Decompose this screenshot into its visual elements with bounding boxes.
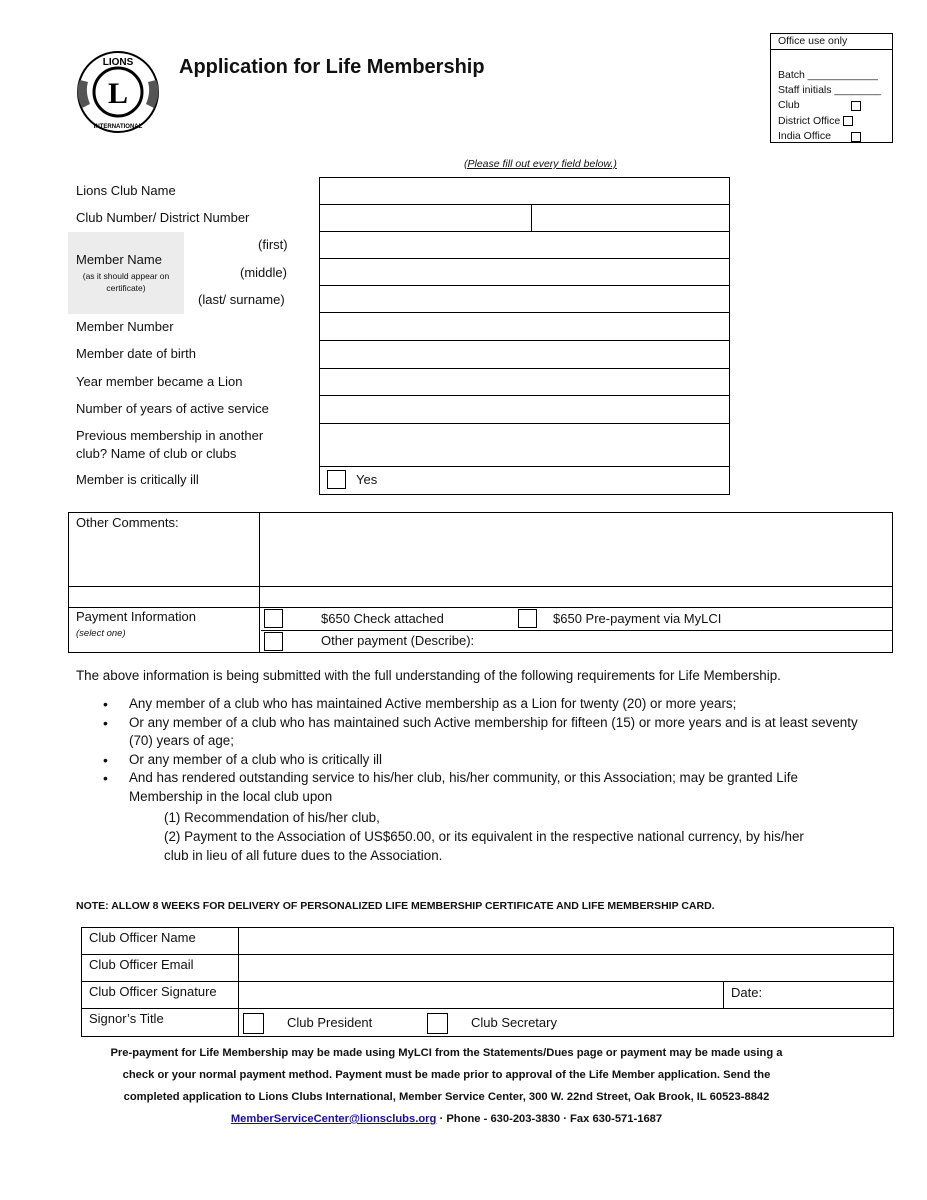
comments-label: Other Comments: bbox=[76, 515, 179, 530]
dob-field[interactable] bbox=[319, 340, 730, 369]
club-president-label: Club President bbox=[287, 1015, 373, 1030]
district-number-field[interactable] bbox=[531, 204, 730, 232]
staff-initials-field[interactable]: Staff initials ________ bbox=[778, 84, 882, 96]
years-active-label: Number of years of active service bbox=[76, 401, 269, 416]
office-india-checkbox[interactable] bbox=[851, 132, 861, 142]
signor-title-label: Signor’s Title bbox=[89, 1011, 164, 1026]
office-district-label: District Office bbox=[778, 115, 841, 127]
requirements-list bbox=[101, 695, 861, 806]
footer-line-3: completed application to Lions Clubs International, Member Service Center, 300 W. 22nd Street, Oak Brook, IL 60523-8842 bbox=[123, 1091, 770, 1103]
officer-signature-label: Club Officer Signature bbox=[89, 984, 217, 999]
officer-email-label: Club Officer Email bbox=[89, 957, 194, 972]
requirement-sub-2-line-1: (2) Payment to the Association of US$650.00, or its equivalent in the respective national currency, by his/her bbox=[164, 829, 804, 844]
last-name-field[interactable] bbox=[319, 285, 730, 313]
club-secretary-label: Club Secretary bbox=[471, 1015, 557, 1030]
requirement-sub-2-line-2: club in lieu of all future dues to the Association. bbox=[164, 848, 443, 863]
office-use-box bbox=[770, 33, 893, 143]
year-lion-label: Year member became a Lion bbox=[76, 374, 243, 389]
member-service-email-link[interactable]: MemberServiceCenter@lionsclubs.org bbox=[230, 1113, 437, 1125]
member-name-note: (as it should appear on certificate) bbox=[82, 271, 170, 293]
mylci-payment-checkbox[interactable] bbox=[518, 609, 537, 628]
last-name-label: (last/ surname) bbox=[198, 292, 285, 307]
middle-name-label: (middle) bbox=[240, 265, 287, 280]
years-active-field[interactable] bbox=[319, 395, 730, 424]
club-secretary-checkbox[interactable] bbox=[427, 1013, 448, 1034]
other-payment-checkbox[interactable] bbox=[264, 632, 283, 651]
critically-ill-yes-label: Yes bbox=[356, 472, 378, 487]
check-payment-label: $650 Check attached bbox=[321, 611, 444, 626]
comments-divider bbox=[259, 512, 260, 653]
previous-membership-label-2: club? Name of club or clubs bbox=[76, 446, 237, 461]
footer-contact-row bbox=[0, 1113, 893, 1125]
office-club-label: Club bbox=[778, 99, 800, 111]
member-number-label: Member Number bbox=[76, 319, 174, 334]
officer-line-2 bbox=[81, 981, 894, 982]
logo-center-letter: L bbox=[107, 77, 129, 110]
officer-line-1 bbox=[81, 954, 894, 955]
office-club-row bbox=[778, 99, 860, 111]
payment-note: (select one) bbox=[76, 628, 126, 639]
requirement-sub-1: (1) Recommendation of his/her club, bbox=[164, 810, 380, 825]
footer-line-1: Pre-payment for Life Membership may be made using MyLCI from the Statements/Dues page or payment may be made using a bbox=[110, 1047, 783, 1059]
critically-ill-checkbox[interactable] bbox=[327, 470, 346, 489]
first-name-field[interactable] bbox=[319, 231, 730, 259]
check-payment-checkbox[interactable] bbox=[264, 609, 283, 628]
officer-email-field[interactable] bbox=[240, 956, 892, 980]
officer-signature-field[interactable] bbox=[240, 983, 722, 1007]
officer-name-field[interactable] bbox=[240, 929, 892, 953]
comments-spacer-line bbox=[68, 607, 893, 608]
requirements-intro: The above information is being submitted with the full understanding of the following requirements for Life Membership. bbox=[76, 668, 781, 683]
office-india-label: India Office bbox=[778, 130, 831, 142]
date-label: Date: bbox=[731, 985, 763, 1000]
officer-name-label: Club Officer Name bbox=[89, 930, 196, 945]
club-number-label: Club Number/ District Number bbox=[76, 210, 250, 225]
office-district-checkbox[interactable] bbox=[843, 116, 853, 126]
club-president-checkbox[interactable] bbox=[243, 1013, 264, 1034]
footer-contact-phone-fax: · Phone - 630-203-3830 · Fax 630-571-1687 bbox=[436, 1113, 663, 1125]
logo-top-text: LIONS bbox=[102, 57, 134, 68]
first-name-label: (first) bbox=[258, 237, 288, 252]
logo-bottom-text: INTERNATIONAL bbox=[93, 124, 143, 130]
payment-label: Payment Information bbox=[76, 609, 196, 624]
year-lion-field[interactable] bbox=[319, 368, 730, 396]
lions-logo bbox=[72, 50, 164, 134]
dob-label: Member date of birth bbox=[76, 346, 196, 361]
office-district-row bbox=[778, 115, 853, 127]
payment-mid-line bbox=[261, 630, 893, 631]
club-number-field[interactable] bbox=[319, 204, 532, 232]
requirement-item: • Or any member of a club who is critically ill bbox=[101, 751, 861, 770]
fill-instruction: (Please fill out every field below.) bbox=[464, 158, 617, 170]
delivery-note: NOTE: ALLOW 8 WEEKS FOR DELIVERY OF PERSONALIZED LIFE MEMBERSHIP CERTIFICATE AND LIFE MEMBERSHIP CARD. bbox=[76, 900, 715, 912]
date-divider bbox=[723, 981, 724, 1009]
officer-line-3 bbox=[81, 1008, 894, 1009]
footer-line-2: check or your normal payment method. Payment must be made prior to approval of the Life Member application. Send the bbox=[122, 1069, 771, 1081]
comments-field[interactable] bbox=[261, 514, 891, 586]
page-title: Application for Life Membership bbox=[179, 56, 485, 78]
office-india-row bbox=[778, 130, 860, 142]
requirement-item: • Or any member of a club who has maintained such Active membership for fifteen (15) or more years and is at least seventy (70) years of age; bbox=[101, 714, 861, 751]
other-payment-label: Other payment (Describe): bbox=[321, 633, 475, 648]
middle-name-field[interactable] bbox=[319, 258, 730, 286]
office-club-checkbox[interactable] bbox=[851, 101, 861, 111]
batch-field[interactable]: Batch ____________ bbox=[778, 69, 878, 81]
critically-ill-label: Member is critically ill bbox=[76, 472, 199, 487]
lions-club-name-field[interactable] bbox=[319, 177, 730, 205]
officer-divider bbox=[238, 927, 239, 1037]
requirement-item: • Any member of a club who has maintained Active membership as a Lion for twenty (20) or more years; bbox=[101, 695, 861, 714]
previous-membership-label-1: Previous membership in another bbox=[76, 428, 264, 443]
critically-ill-row bbox=[319, 466, 730, 495]
lions-club-name-label: Lions Club Name bbox=[76, 183, 176, 198]
requirement-item: • And has rendered outstanding service to his/her club, his/her community, or this Association; may be granted Life Membership in the local club upon bbox=[101, 769, 849, 806]
previous-membership-field[interactable] bbox=[319, 423, 730, 467]
comments-bottom-line bbox=[68, 586, 893, 587]
mylci-payment-label: $650 Pre-payment via MyLCI bbox=[553, 611, 722, 626]
date-field[interactable] bbox=[770, 983, 892, 1007]
member-name-label: Member Name bbox=[76, 252, 162, 267]
office-use-title: Office use only bbox=[771, 34, 892, 50]
member-number-field[interactable] bbox=[319, 312, 730, 341]
